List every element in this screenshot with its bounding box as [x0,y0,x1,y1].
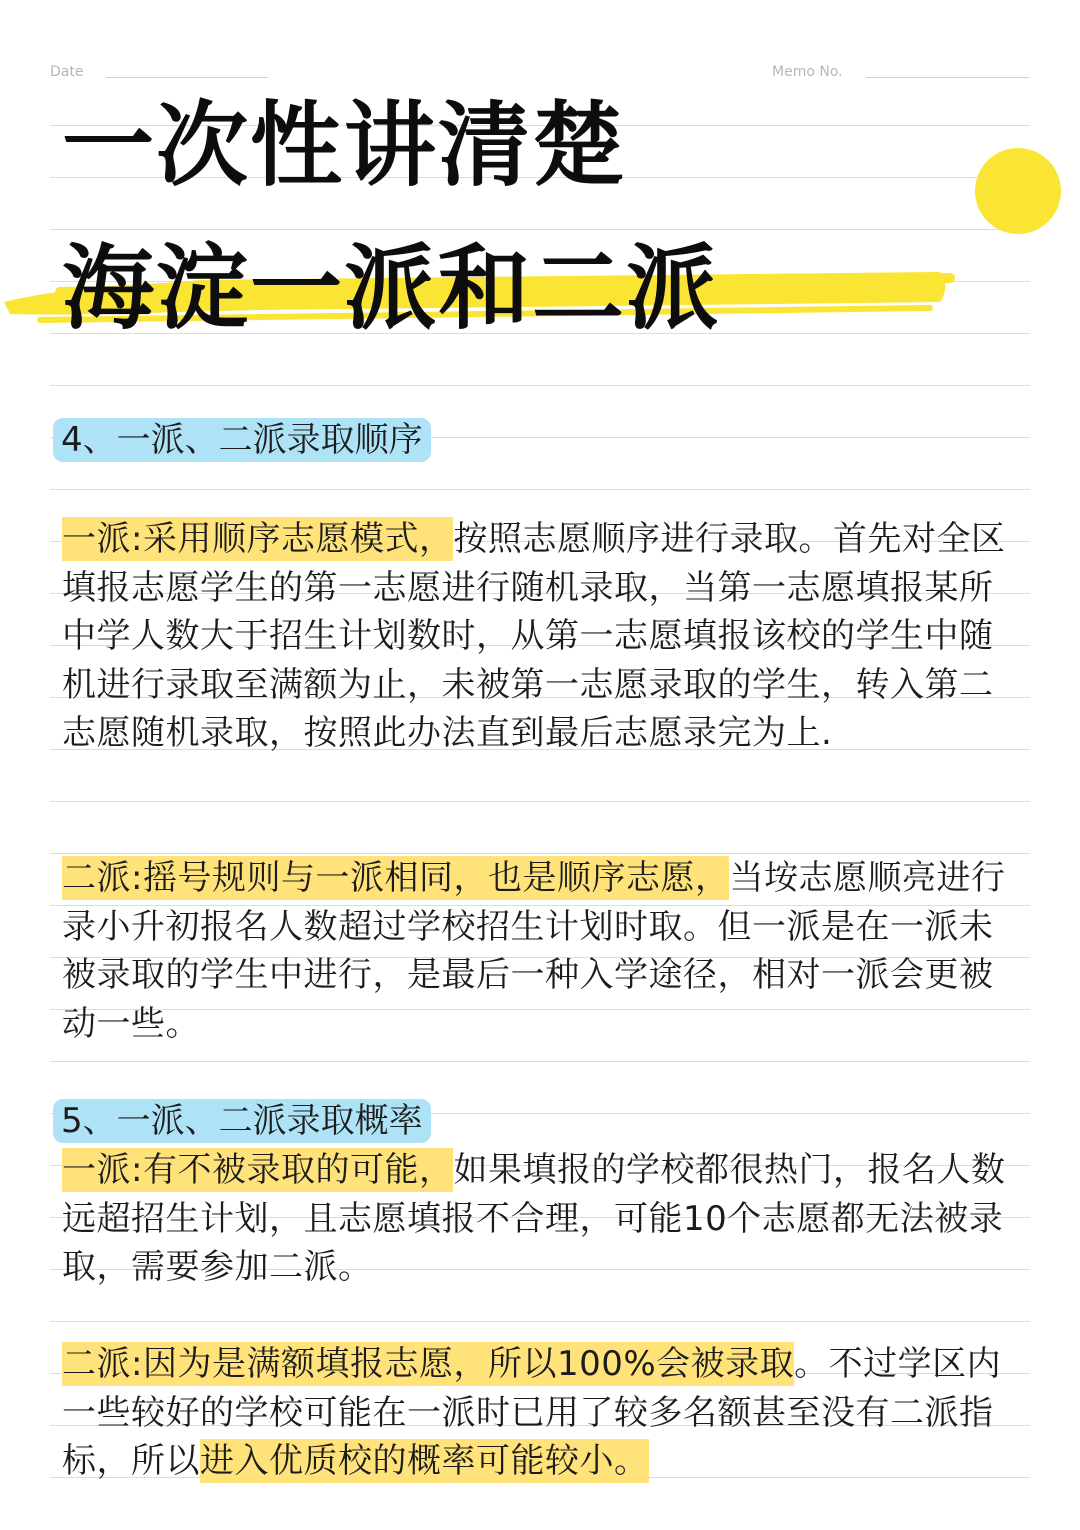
highlight-text: 二派:摇号规则与一派相同，也是顺序志愿， [62,858,730,898]
paragraph-second-round-probability [62,1340,1012,1486]
highlight-text: 一派:采用顺序志愿模式， [62,519,454,559]
section-heading-order: 4、一派、二派录取顺序 [53,418,431,462]
body-text: 如果填报的学校都很热门，报名人数远超招生计划，且志愿填报不合理，可能10个志愿都无法被录取，需要参加二派。 [62,1150,1006,1288]
paragraph-first-round-order [62,515,1012,758]
highlight-text: 二派:因为是满额填报志愿，所以100%会被录取 [62,1344,795,1384]
page-subtitle: 海淀一派和二派 [62,235,721,342]
page-title: 一次性讲清楚 [62,92,627,199]
body-text: 。不过学区内一些较好的学校可能在一派时已用了较多名额甚至没有二派指标，所以 [62,1344,1002,1482]
paragraph-first-round-probability [62,1146,1012,1292]
memo-line [866,77,1029,78]
section-heading-probability: 5、一派、二派录取概率 [53,1099,431,1143]
date-label: Date [50,64,84,80]
body-text: 按照志愿顺序进行录取。首先对全区填报志愿学生的第一志愿进行随机录取，当第一志愿填报某所中学人数大于招生计划数时，从第一志愿填报该校的学生中随机进行录取至满额为止，未被第一志愿录取的学生，转入第二志愿随机录取，按照此办法直到最后志愿录完为上. [62,519,1006,754]
highlight-text: 一派:有不被录取的可能， [62,1150,454,1190]
date-line [106,77,268,78]
body-text: 当垵志愿顺亮进行录小升初报名人数超过学校招生计划时取。但一派是在一派未被录取的学生中进行，是最后一种入学途径，相对一派会更被动一些。 [62,858,1006,1044]
paragraph-second-round-order [62,854,1012,1048]
yellow-circle-decoration [975,148,1061,234]
memo-label: Memo No. [772,64,843,80]
highlight-text-end: 进入优质校的概率可能较小。 [200,1441,649,1482]
